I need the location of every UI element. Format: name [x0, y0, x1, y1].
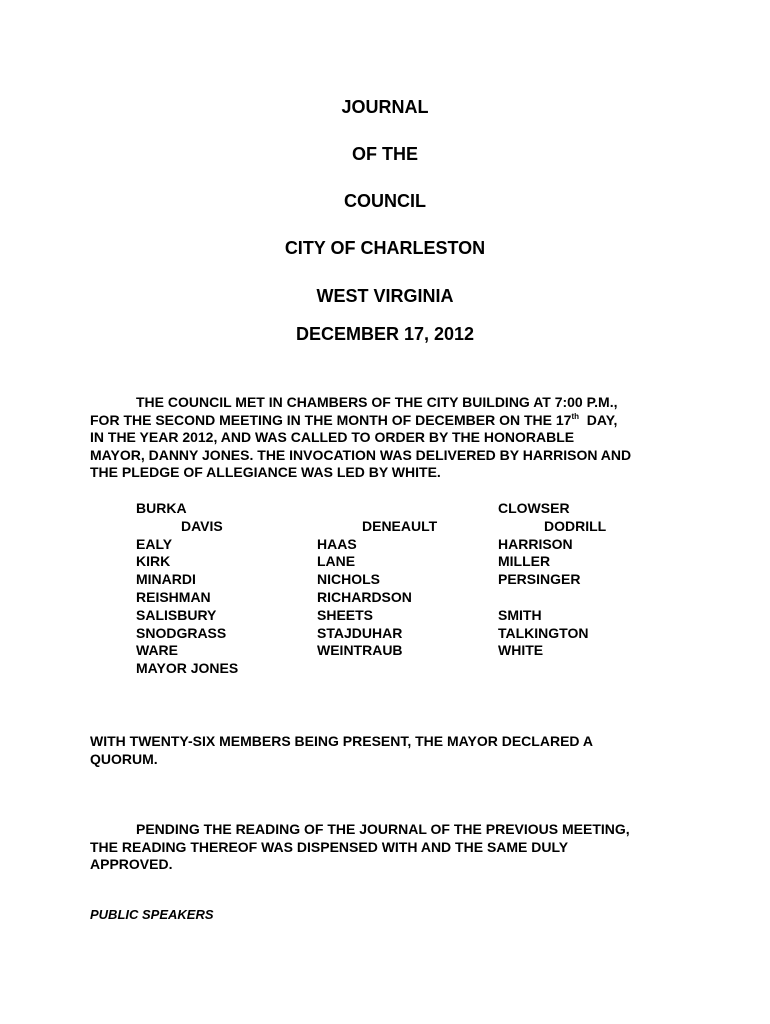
- roll-name: SNODGRASS: [136, 624, 227, 641]
- quorum-line-1: WITH TWENTY-SIX MEMBERS BEING PRESENT, THE MAYOR DECLARED A: [90, 733, 593, 749]
- roll-call-list: [0, 500, 770, 678]
- roll-name: HARRISON: [498, 535, 573, 552]
- journal-subtitle-council: COUNCIL: [344, 191, 426, 211]
- journal-title: JOURNAL: [341, 97, 429, 117]
- journal-reading-line-3: APPROVED.: [90, 856, 173, 872]
- meeting-date: DECEMBER 17, 2012: [295, 324, 475, 344]
- roll-row: [0, 642, 770, 660]
- roll-row: [0, 518, 770, 536]
- city-name: CITY OF CHARLESTON: [284, 238, 486, 258]
- journal-reading-line-1: PENDING THE READING OF THE JOURNAL OF THE PREVIOUS MEETING,: [136, 821, 630, 837]
- roll-row: [0, 589, 770, 607]
- roll-name: BURKA: [136, 500, 187, 516]
- journal-subtitle-of-the: OF THE: [352, 144, 418, 164]
- roll-name: HAAS: [317, 535, 357, 552]
- roll-row: [0, 553, 770, 571]
- roll-name: MINARDI: [136, 571, 196, 588]
- roll-row: [0, 500, 770, 518]
- roll-name: RICHARDSON: [317, 588, 412, 605]
- roll-name: EALY: [136, 535, 173, 552]
- roll-name: STAJDUHAR: [317, 624, 403, 641]
- roll-name: SHEETS: [317, 606, 374, 623]
- roll-name: DENEAULT: [362, 517, 438, 534]
- quorum-line-2: QUORUM.: [90, 750, 158, 767]
- roll-name: WEINTRAUB: [317, 642, 403, 659]
- roll-name: WHITE: [498, 642, 544, 659]
- roll-name: LANE: [317, 553, 356, 570]
- roll-name: PERSINGER: [498, 571, 581, 588]
- roll-name: NICHOLS: [317, 571, 380, 588]
- journal-reading-paragraph: [90, 821, 690, 874]
- roll-row: [0, 536, 770, 554]
- journal-reading-line-2: THE READING THEREOF WAS DISPENSED WITH AND THE SAME DULY: [90, 838, 569, 855]
- opening-line-1: THE COUNCIL MET IN CHAMBERS OF THE CITY BUILDING AT 7:00 P.M.,: [136, 394, 618, 410]
- opening-paragraph: [90, 394, 690, 482]
- roll-row: [0, 660, 770, 678]
- roll-name: DODRILL: [544, 517, 607, 534]
- roll-name: REISHMAN: [136, 588, 211, 605]
- opening-line-5: THE PLEDGE OF ALLEGIANCE WAS LED BY WHITE.: [90, 464, 441, 480]
- opening-line-2: FOR THE SECOND MEETING IN THE MONTH OF DECEMBER ON THE 17th DAY,: [90, 411, 618, 428]
- roll-name: MAYOR JONES: [136, 660, 239, 677]
- roll-name: SALISBURY: [136, 606, 217, 623]
- opening-line-4: MAYOR, DANNY JONES. THE INVOCATION WAS DELIVERED BY HARRISON AND: [90, 446, 632, 463]
- roll-name: DAVIS: [181, 517, 223, 534]
- roll-name: CLOWSER: [498, 500, 570, 516]
- roll-row: [0, 607, 770, 625]
- roll-name: KIRK: [136, 553, 171, 570]
- quorum-paragraph: [90, 733, 690, 768]
- roll-row: [0, 571, 770, 589]
- roll-name: SMITH: [498, 606, 542, 623]
- roll-name: MILLER: [498, 553, 551, 570]
- roll-name: WARE: [136, 642, 178, 659]
- roll-name: TALKINGTON: [498, 624, 589, 641]
- state-name: WEST VIRGINIA: [316, 286, 454, 306]
- ordinal-suffix: th: [571, 411, 580, 421]
- opening-line-3: IN THE YEAR 2012, AND WAS CALLED TO ORDER BY THE HONORABLE: [90, 429, 575, 445]
- roll-row: [0, 625, 770, 643]
- section-heading-public-speakers: PUBLIC SPEAKERS: [90, 907, 214, 922]
